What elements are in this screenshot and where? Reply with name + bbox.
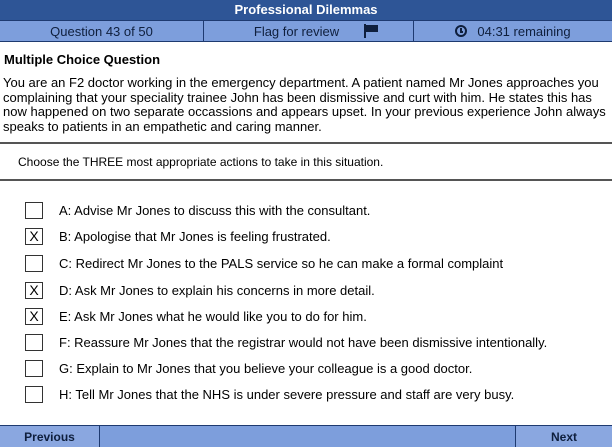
- next-button[interactable]: Next: [515, 426, 612, 447]
- option-b-checkbox[interactable]: X: [25, 228, 43, 245]
- option-d-checkbox[interactable]: X: [25, 282, 43, 299]
- option-b[interactable]: [0, 226, 612, 246]
- option-d-label: D: Ask Mr Jones to explain his concerns in more detail.: [59, 283, 375, 298]
- option-h[interactable]: [0, 384, 612, 404]
- divider: [0, 142, 612, 144]
- option-e-checkbox[interactable]: X: [25, 308, 43, 325]
- option-g-label: G: Explain to Mr Jones that you believe your colleague is a good doctor.: [59, 361, 473, 376]
- option-h-label: H: Tell Mr Jones that the NHS is under severe pressure and staff are very busy.: [59, 387, 515, 402]
- option-f[interactable]: [0, 332, 612, 352]
- option-h-checkbox[interactable]: [25, 386, 43, 403]
- divider: [0, 179, 612, 181]
- option-g[interactable]: [0, 358, 612, 378]
- question-text: You are an F2 doctor working in the emergency department. A patient named Mr Jones approaches you complaining that your speciality trainee John has been dismissive and curt with him. He states this has now happened on two separate occassions and appears upset. In your previous experience John always speaks to patients in an empathetic and caring manner.: [3, 75, 606, 134]
- option-a-checkbox[interactable]: [25, 202, 43, 219]
- exam-title: Professional Dilemmas: [0, 0, 612, 20]
- option-e-label: E: Ask Mr Jones what he would like you to do for him.: [59, 309, 367, 324]
- option-e[interactable]: [0, 306, 612, 326]
- option-d[interactable]: [0, 280, 612, 300]
- question-counter: Question 43 of 50: [0, 21, 204, 41]
- info-bar: [0, 20, 612, 42]
- footer-spacer: [100, 426, 515, 447]
- question-heading: Multiple Choice Question: [4, 52, 161, 67]
- option-a-label: A: Advise Mr Jones to discuss this with the consultant.: [59, 203, 371, 218]
- option-c-checkbox[interactable]: [25, 255, 43, 272]
- option-g-checkbox[interactable]: [25, 360, 43, 377]
- question-instruction: Choose the THREE most appropriate actions to take in this situation.: [18, 155, 384, 169]
- timer-text: 04:31 remaining: [477, 23, 571, 39]
- flag-for-review-button[interactable]: [204, 21, 414, 41]
- flag-label: Flag for review: [253, 23, 340, 39]
- previous-button[interactable]: Previous: [0, 426, 100, 447]
- flag-icon: [363, 24, 379, 38]
- option-a[interactable]: [0, 200, 612, 220]
- footer-nav: [0, 425, 612, 447]
- option-b-label: B: Apologise that Mr Jones is feeling frustrated.: [59, 229, 331, 244]
- option-f-checkbox[interactable]: [25, 334, 43, 351]
- clock-icon: [455, 25, 467, 37]
- option-f-label: F: Reassure Mr Jones that the registrar would not have been dismissive intentionally.: [59, 335, 548, 350]
- timer: [414, 21, 612, 41]
- option-c[interactable]: [0, 253, 612, 273]
- option-c-label: C: Redirect Mr Jones to the PALS service so he can make a formal complaint: [59, 256, 504, 271]
